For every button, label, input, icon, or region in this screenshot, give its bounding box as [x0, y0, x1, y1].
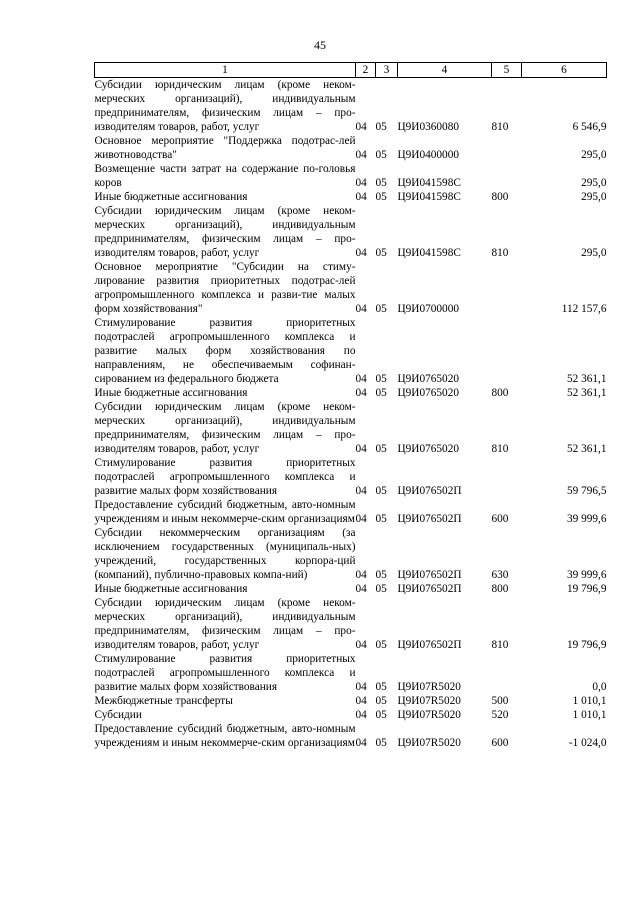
header-col-5: 5: [492, 63, 522, 78]
row-expense-type: 810: [491, 121, 509, 133]
row-section: 04: [355, 121, 367, 133]
row-amount: 52 361,1: [566, 443, 607, 455]
table-row: [95, 722, 607, 750]
row-amount: 19 796,9: [566, 583, 607, 595]
table-row: [95, 134, 607, 162]
row-expense-type: 800: [491, 583, 509, 595]
row-amount: 1 010,1: [572, 695, 607, 707]
row-expense-type: [492, 162, 522, 190]
row-section: 04: [355, 149, 367, 161]
header-row: [95, 63, 607, 78]
row-section: 04: [355, 247, 367, 259]
row-name: Субсидии: [94, 709, 142, 721]
row-expense-type: 800: [491, 387, 509, 399]
table-row: [95, 582, 607, 596]
row-section: 04: [355, 191, 367, 203]
row-amount: 295,0: [581, 191, 607, 203]
row-name: Основное мероприятие "Субсидии на стиму-лирование развития приоритетных подотрас-лей агропромышленного комплекса и разви-тие малых форм хозяйствования": [94, 261, 356, 315]
row-section: 04: [355, 709, 367, 721]
header-col-1: 1: [95, 63, 356, 78]
table-row: [95, 708, 607, 722]
row-target-article: Ц9И041598С: [397, 177, 461, 189]
row-target-article: Ц9И076502П: [397, 513, 462, 525]
row-section: 04: [355, 569, 367, 581]
row-amount: 52 361,1: [566, 373, 607, 385]
row-amount: 112 157,6: [561, 303, 607, 315]
row-amount: 19 796,9: [566, 639, 607, 651]
row-name: Стимулирование развития приоритетных подотраслей агропромышленного комплекса и развитие малых форм хозяйствования по направлениям, не обеспечиваемым софинан-сированием из федерального бюджета: [94, 317, 356, 385]
table-row: [95, 316, 607, 386]
table-row: [95, 400, 607, 456]
row-subsection: 05: [375, 737, 387, 749]
row-subsection: 05: [375, 681, 387, 693]
row-target-article: Ц9И0765020: [397, 373, 460, 385]
row-name: Стимулирование развития приоритетных подотраслей агропромышленного комплекса и развитие малых форм хозяйствования: [94, 457, 356, 497]
row-section: 04: [355, 513, 367, 525]
row-section: 04: [355, 303, 367, 315]
row-name: Иные бюджетные ассигнования: [94, 387, 248, 399]
row-amount: -1 024,0: [568, 737, 607, 749]
row-section: 04: [355, 387, 367, 399]
row-subsection: 05: [375, 695, 387, 707]
header-col-6: 6: [522, 63, 607, 78]
header-col-2: 2: [356, 63, 376, 78]
row-section: 04: [355, 639, 367, 651]
table-row: [95, 652, 607, 694]
row-target-article: Ц9И07R5020: [397, 709, 461, 721]
row-target-article: Ц9И076502П: [397, 485, 462, 497]
row-target-article: Ц9И0765020: [397, 443, 460, 455]
row-subsection: 05: [375, 177, 387, 189]
row-name: Субсидии юридическим лицам (кроме неком-мерческих организаций), индивидуальным предпринимателям, физическим лицам – про-изводителям товаров, работ, услуг: [94, 597, 356, 651]
row-amount: 39 999,6: [566, 569, 607, 581]
row-amount: 39 999,6: [566, 513, 607, 525]
row-target-article: Ц9И076502П: [397, 639, 462, 651]
row-name: Субсидии некоммерческим организациям (за исключением государственных (муниципаль-ных) учреждений, государственных корпора-ций (компаний), публично-правовых компа-ний): [94, 527, 356, 581]
row-section: 04: [355, 373, 367, 385]
table-row: [95, 190, 607, 204]
row-expense-type: [492, 316, 522, 386]
row-name: Предоставление субсидий бюджетным, авто-номным учреждениям и иным некоммерче-ским организациям: [94, 723, 356, 749]
row-target-article: Ц9И041598С: [397, 191, 461, 203]
row-section: 04: [355, 443, 367, 455]
budget-table: [94, 62, 607, 750]
row-name: Межбюджетные трансферты: [94, 695, 233, 707]
row-expense-type: 520: [491, 709, 509, 721]
table-row: [95, 596, 607, 652]
row-subsection: 05: [375, 303, 387, 315]
row-subsection: 05: [375, 247, 387, 259]
row-subsection: 05: [375, 387, 387, 399]
row-subsection: 05: [375, 583, 387, 595]
row-target-article: Ц9И041598С: [397, 247, 461, 259]
row-target-article: Ц9И076502П: [397, 569, 462, 581]
row-section: 04: [355, 737, 367, 749]
row-expense-type: [492, 260, 522, 316]
row-amount: 1 010,1: [572, 709, 607, 721]
row-amount: 6 546,9: [572, 121, 607, 133]
row-target-article: Ц9И0400000: [397, 149, 460, 161]
table-row: [95, 694, 607, 708]
table-row: [95, 526, 607, 582]
table-row: [95, 162, 607, 190]
row-target-article: Ц9И0360080: [397, 121, 460, 133]
row-subsection: 05: [375, 513, 387, 525]
table-row: [95, 386, 607, 400]
page-number: 45: [314, 38, 326, 52]
row-section: 04: [355, 681, 367, 693]
row-expense-type: 600: [491, 737, 509, 749]
row-name: Субсидии юридическим лицам (кроме неком-мерческих организаций), индивидуальным предпринимателям, физическим лицам – про-изводителям товаров, работ, услуг: [94, 79, 356, 133]
row-amount: 295,0: [581, 177, 607, 189]
row-subsection: 05: [375, 373, 387, 385]
row-expense-type: [492, 134, 522, 162]
row-name: Иные бюджетные ассигнования: [94, 191, 248, 203]
row-expense-type: 810: [491, 443, 509, 455]
row-subsection: 05: [375, 485, 387, 497]
header-col-4: 4: [398, 63, 492, 78]
row-target-article: Ц9И07R5020: [397, 737, 461, 749]
table-row: [95, 498, 607, 526]
row-name: Стимулирование развития приоритетных подотраслей агропромышленного комплекса и развитие малых форм хозяйствования: [94, 653, 356, 693]
row-expense-type: 500: [491, 695, 509, 707]
row-target-article: Ц9И07R5020: [397, 681, 461, 693]
table-body: [95, 78, 607, 751]
row-section: 04: [355, 177, 367, 189]
row-subsection: 05: [375, 443, 387, 455]
row-name: Субсидии юридическим лицам (кроме неком-мерческих организаций), индивидуальным предпринимателям, физическим лицам – про-изводителям товаров, работ, услуг: [94, 205, 356, 259]
row-section: 04: [355, 485, 367, 497]
row-subsection: 05: [375, 569, 387, 581]
row-subsection: 05: [375, 709, 387, 721]
row-target-article: Ц9И0700000: [397, 303, 460, 315]
row-target-article: Ц9И07R5020: [397, 695, 461, 707]
row-amount: 52 361,1: [566, 387, 607, 399]
row-name: Основное мероприятие "Поддержка подотрас-лей животноводства": [94, 135, 356, 161]
table-row: [95, 260, 607, 316]
row-name: Субсидии юридическим лицам (кроме неком-мерческих организаций), индивидуальным предпринимателям, физическим лицам – про-изводителям товаров, работ, услуг: [94, 401, 356, 455]
row-amount: 295,0: [581, 149, 607, 161]
row-subsection: 05: [375, 121, 387, 133]
row-amount: 59 796,5: [566, 485, 607, 497]
row-subsection: 05: [375, 149, 387, 161]
header-col-3: 3: [376, 63, 398, 78]
row-expense-type: [492, 456, 522, 498]
row-subsection: 05: [375, 639, 387, 651]
row-amount: 0,0: [592, 681, 607, 693]
row-expense-type: 630: [491, 569, 509, 581]
row-expense-type: 810: [491, 247, 509, 259]
row-section: 04: [355, 583, 367, 595]
row-subsection: 05: [375, 191, 387, 203]
row-name: Иные бюджетные ассигнования: [94, 583, 248, 595]
row-name: Предоставление субсидий бюджетным, авто-номным учреждениям и иным некоммерче-ским организациям: [94, 499, 356, 525]
row-section: 04: [355, 695, 367, 707]
row-name: Возмещение части затрат на содержание по-головья коров: [94, 163, 356, 189]
row-expense-type: [492, 652, 522, 694]
row-expense-type: 600: [491, 513, 509, 525]
table-row: [95, 456, 607, 498]
table-row: [95, 78, 607, 135]
row-target-article: Ц9И076502П: [397, 583, 462, 595]
row-expense-type: 810: [491, 639, 509, 651]
table-row: [95, 204, 607, 260]
row-amount: 295,0: [581, 247, 607, 259]
row-expense-type: 800: [491, 191, 509, 203]
row-target-article: Ц9И0765020: [397, 387, 460, 399]
